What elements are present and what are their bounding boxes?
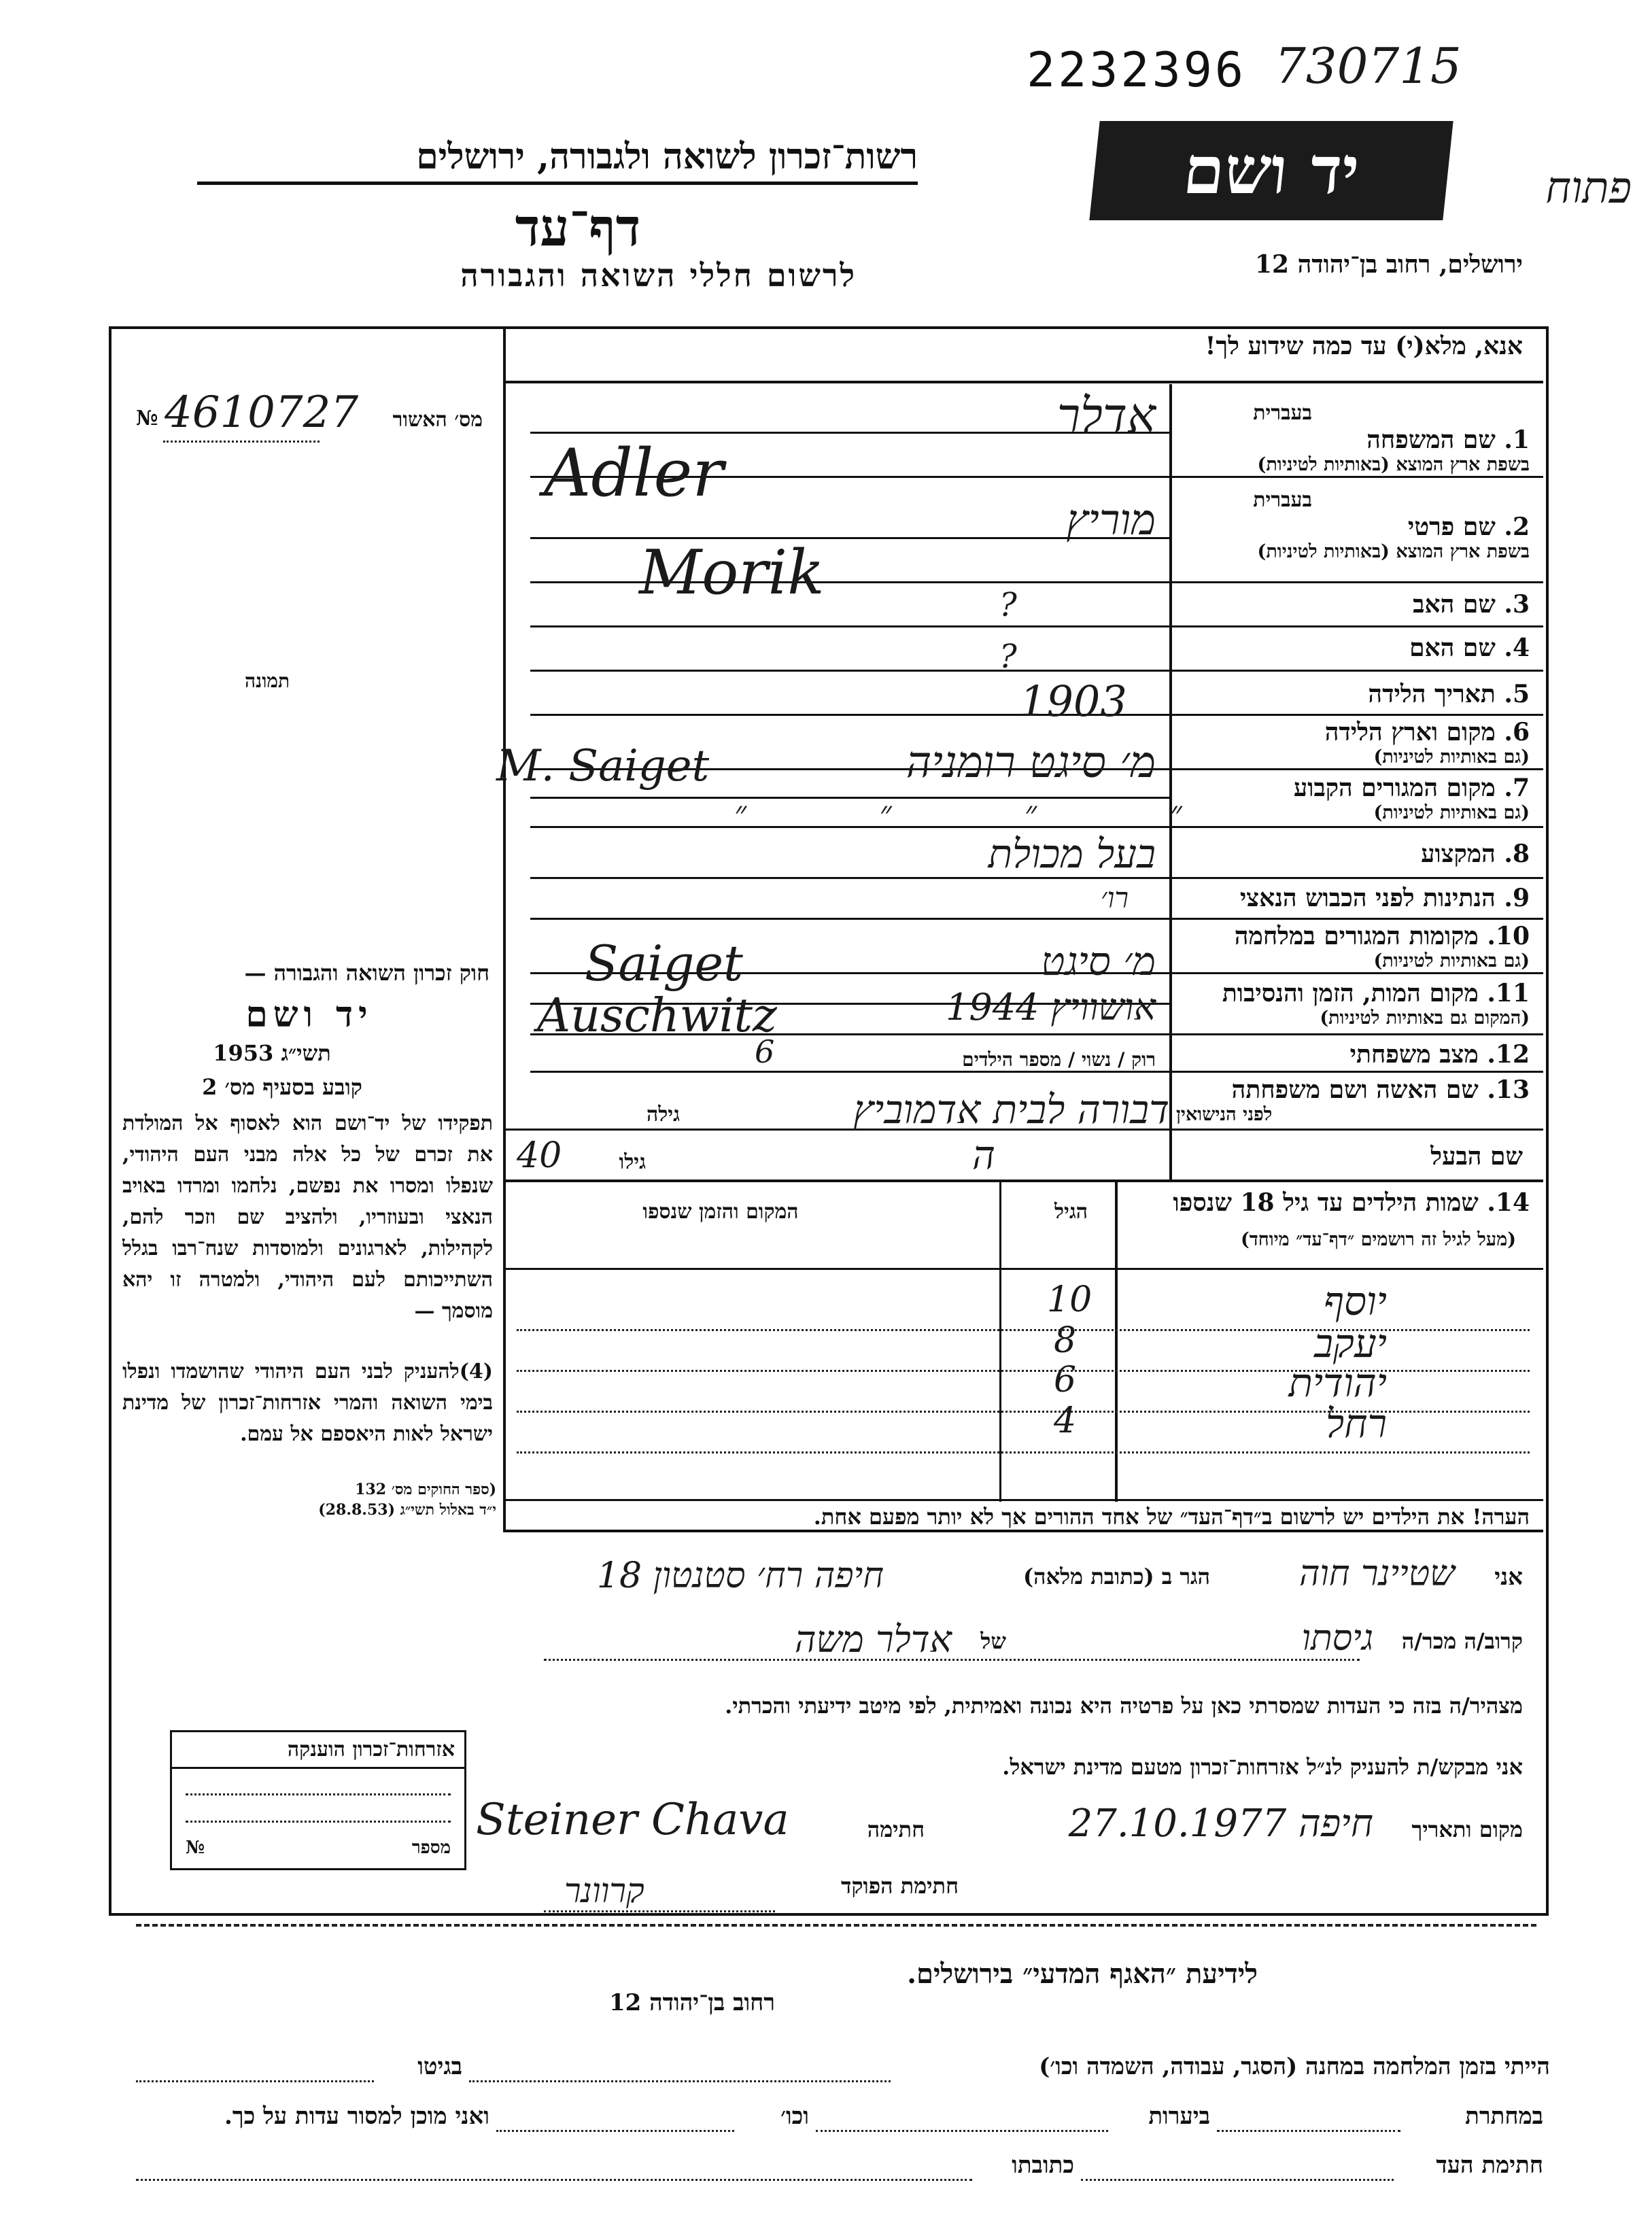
org-line: רשות־זכרון לשואה ולגבורה, ירושלים: [197, 136, 918, 185]
field-12-options: רוק / נשוי / מספר הילדים: [962, 1048, 1156, 1071]
field-13-label: 13. שם האשה ושם משפחתה: [1231, 1075, 1530, 1104]
bottom-underground: במחתרת: [1465, 2103, 1543, 2130]
field-2: [1176, 488, 1530, 562]
field-5-value[interactable]: 1903: [1020, 676, 1127, 726]
field-11: [1176, 979, 1530, 1029]
field-10-value-he[interactable]: מ׳ סיגט: [1041, 938, 1156, 984]
field-9-value[interactable]: רו׳: [1100, 881, 1129, 914]
field-10-value-latin[interactable]: Saiget: [585, 935, 743, 992]
law-text-2: (4)להעניק לבני העם היהודי שהושמדו ונפלו בימי השואה והמרי אזרחות־זכרון של מדינת ישראל לאות היאספם אל עמם.: [122, 1360, 493, 1446]
field-1-value-he[interactable]: אדלר: [1056, 388, 1156, 443]
field-10: [1176, 922, 1530, 971]
field-2-value-latin[interactable]: Morik: [639, 537, 825, 608]
husband-age-label: גילו: [619, 1150, 646, 1174]
field-4-label: 4. שם האם: [1409, 634, 1530, 662]
law-year: תשי״ג 1953: [213, 1040, 331, 1066]
child-age-4[interactable]: 4: [1054, 1400, 1077, 1441]
officer-label: חתימת הפוקד: [841, 1873, 959, 1899]
law-clause: קובע בסעיף מס׳ 2: [202, 1074, 362, 1100]
field-2-lang: בעברית: [1253, 488, 1312, 512]
decl-place-date[interactable]: חיפה 27.10.1977: [1068, 1802, 1373, 1846]
decl-of-name[interactable]: אדלר משה: [794, 1618, 952, 1661]
law-heading: חוק זכרון השואה והגבורה —: [244, 960, 489, 986]
husband-age[interactable]: 40: [517, 1135, 562, 1176]
field-8-value[interactable]: בעל מכולת: [988, 831, 1156, 877]
bottom-title: לידיעת ״האגף המדעי״ בירושלים.: [907, 1958, 1258, 1990]
child-name-2[interactable]: יעקב: [1313, 1320, 1387, 1366]
certificate-box: [170, 1730, 466, 1870]
registry-number: 4610727: [165, 388, 359, 438]
bottom-witness-address: כתובתו: [1012, 2152, 1074, 2179]
field-11-value-he[interactable]: אושוויץ 1944: [946, 986, 1156, 1029]
form-subtitle: לרשום חללי השואה והגבורה: [460, 257, 857, 294]
decl-relative-label: קרוב/ה מכר/ה: [1401, 1628, 1523, 1654]
decl-i-name[interactable]: שטיינר חוה: [1298, 1553, 1455, 1594]
certificate-no-label: מספר: [411, 1838, 451, 1858]
decl-statement-1: מצהיר/ה בזה כי העדות שמסרתי כאן על פרטיה היא נכונה ואמיתית, לפי מיטב ידיעתי והכרתי.: [725, 1693, 1523, 1719]
field-11-hint: (המקום גם באותיות לטיניות): [1320, 1008, 1530, 1029]
decl-resides-label: הגר ב (כתובת מלאה): [1023, 1564, 1210, 1589]
form-title: דף־עד: [515, 197, 641, 258]
field-1-value-latin[interactable]: Adler: [544, 435, 724, 511]
certificate-title: אזרחות־זכרון הוענקה: [172, 1732, 464, 1769]
field-1-lang: בעברית: [1253, 401, 1312, 425]
law-source-date: י״ד באלול תשי״ג (28.8.53): [318, 1501, 496, 1519]
field-12-children-count[interactable]: 6: [755, 1033, 775, 1070]
header-address: ירושלים, רחוב בן־יהודה 12: [1254, 250, 1523, 279]
children-col-age: הגיל: [1054, 1200, 1088, 1224]
field-13-value[interactable]: דבורה לבית אדמוביץ: [853, 1086, 1169, 1133]
child-name-1[interactable]: יוסף: [1323, 1278, 1387, 1324]
field-11-value-latin[interactable]: Auschwitz: [537, 989, 777, 1043]
children-title: 14. שמות הילדים עד גיל 18 שנספו: [1173, 1188, 1530, 1217]
husband-name[interactable]: ה: [972, 1132, 995, 1178]
field-4-value[interactable]: ?: [999, 638, 1017, 676]
law-logo: יד ושם: [245, 994, 373, 1035]
field-5-label: 5. תאריך הלידה: [1368, 680, 1530, 708]
field-8-label: 8. המקצוע: [1421, 840, 1530, 868]
children-col-place: המקום והזמן שנספו: [642, 1200, 799, 1224]
bottom-etc: וכו׳: [780, 2103, 809, 2130]
field-2-label: 2. שם פרטי: [1407, 513, 1530, 541]
photo-label: תמונה: [245, 670, 290, 692]
bottom-title-address: רחוב בן־יהודה 12: [608, 1989, 775, 2016]
husband-label: שם הבעל: [1430, 1142, 1523, 1171]
decl-signature-label: חתימה: [867, 1817, 925, 1842]
stamp-number: 2232396: [1027, 42, 1247, 98]
children-hint: (מעל לגיל זה רושמים ״דף־עד״ מיוחד): [1240, 1229, 1516, 1250]
field-7-value[interactable]: ״ ״ ״ ״: [734, 794, 1243, 832]
field-2-hint: בשפת ארץ המוצא (באותיות לטיניות): [1257, 541, 1530, 562]
bottom-forests: ביערות: [1148, 2103, 1210, 2130]
child-age-2[interactable]: 8: [1054, 1320, 1077, 1361]
child-age-1[interactable]: 10: [1047, 1279, 1092, 1320]
field-1: [1176, 401, 1530, 475]
field-7-hint: (גם באותיות לטיניות): [1373, 802, 1530, 823]
field-3-value[interactable]: ?: [999, 586, 1017, 624]
child-name-4[interactable]: רחל: [1326, 1400, 1387, 1447]
decl-address[interactable]: חיפה רח׳ סטנטון 18: [596, 1555, 884, 1596]
field-6-hint: (גם באותיות לטיניות): [1373, 746, 1530, 768]
field-1-hint: בשפת ארץ המוצא (באותיות לטיניות): [1257, 454, 1530, 475]
yad-vashem-logo: [1089, 121, 1453, 220]
bottom-ghetto: בגיטו: [417, 2053, 462, 2080]
field-6: [1176, 718, 1530, 768]
intro-text: אנא, מלא(י) עד כמה שידוע לך!: [1205, 332, 1523, 360]
field-6-label: 6. מקום וארץ הלידה: [1324, 718, 1530, 746]
field-1-label: 1. שם המשפחה: [1366, 426, 1530, 454]
law-text: תפקידו של יד־ושם הוא לאסוף אל המולדת את זכרם של כל אלה מבני העם היהודי, שנפלו ומסרו את נפשם, נלחמו ומרדו באויב הנאצי ובעוזריו, ולהציב שם וזכר להם, לקהילות, לארגונים ולמוסדות שנח־רבו בגלל השתייכותם לעם היהודי, ולמטרה זו יהא מוסמך —: [122, 1112, 493, 1323]
field-13-age-label: גילה: [646, 1103, 680, 1126]
field-12-label: 12. מצב משפחתי: [1349, 1040, 1530, 1069]
registry-label: מס׳ האשור: [392, 408, 483, 432]
field-10-hint: (גם באותיות לטיניות): [1373, 950, 1530, 971]
bottom-witness-sig: חתימת העד: [1436, 2152, 1543, 2179]
decl-relation[interactable]: גיסתו: [1301, 1618, 1373, 1659]
bottom-line-1: הייתי בזמן המלחמה במחנה (הסגר, עבודה, השמדה וכו׳): [1039, 2053, 1550, 2080]
children-note: הערה! את הילדים יש לרשום ב״דף־העד״ של אחד ההורים אך לא יותר מפעם אחת.: [813, 1504, 1530, 1530]
child-age-3[interactable]: 6: [1054, 1360, 1077, 1400]
decl-signature[interactable]: Steiner Chava: [476, 1795, 789, 1845]
field-7-label: 7. מקום המגורים הקבוע: [1293, 774, 1530, 802]
decl-place-date-label: מקום ותאריך: [1411, 1817, 1523, 1842]
certificate-no-sign: №: [186, 1838, 205, 1858]
decl-i-label: אני: [1494, 1564, 1523, 1591]
logo-text: יד ושם: [1180, 132, 1363, 209]
corner-note: פתוח: [1545, 163, 1632, 213]
field-6-value-he[interactable]: מ׳ סיגט רומניה: [906, 738, 1156, 788]
bottom-testimony: ואני מוכן למסור עדות על כך.: [224, 2103, 489, 2130]
stamp-number-handwritten: 730715: [1275, 37, 1462, 94]
field-11-label: 11. מקום המות, הזמן והנסיבות: [1222, 979, 1530, 1008]
field-13-hint: לפני הנישואין: [1176, 1104, 1273, 1125]
child-name-3[interactable]: יהודית: [1288, 1360, 1387, 1406]
field-9-label: 9. הנתינות לפני הכבוש הנאצי: [1239, 884, 1530, 912]
field-2-value-he[interactable]: מוריץ: [1066, 495, 1156, 545]
officer-signature[interactable]: קרוונר: [564, 1871, 644, 1910]
field-10-label: 10. מקומות המגורים במלחמה: [1234, 922, 1530, 950]
registry-no-sign: №: [136, 407, 158, 430]
field-13: [1176, 1075, 1530, 1125]
field-3-label: 3. שם האב: [1413, 590, 1530, 619]
decl-statement-2: אני מבקש/ת להעניק לנ״ל אזרחות־זכרון מטעם מדינת ישראל.: [1002, 1754, 1523, 1780]
law-source: (ספר החוקים מס׳ 132: [355, 1481, 496, 1498]
decl-of-label: של: [980, 1628, 1006, 1654]
field-6-value-latin[interactable]: M. Saiget: [496, 741, 710, 791]
